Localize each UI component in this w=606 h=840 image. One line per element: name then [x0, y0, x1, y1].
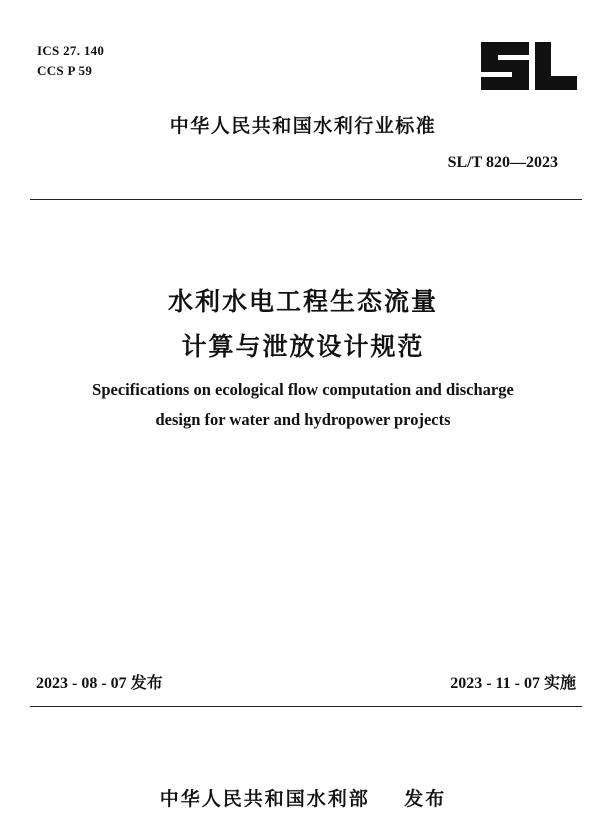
issuing-authority: 中华人民共和国水利部 发布 [159, 788, 447, 810]
sl-logo-l [535, 42, 577, 90]
title-en-line2: design for water and hydropower projects [155, 410, 451, 429]
implementation-date: 2023 - 11 - 07 实施 [450, 675, 576, 692]
ccs-code: CCS P 59 [37, 63, 93, 78]
standard-number: SL/T 820—2023 [447, 154, 558, 171]
classification-codes [37, 41, 104, 81]
title-cn-line2: 计算与泄放设计规范 [181, 332, 425, 361]
standard-category: 中华人民共和国水利行业标准 [169, 115, 437, 137]
title-en-line1: Specifications on ecological flow computation and discharge [92, 380, 514, 399]
top-divider [30, 199, 582, 200]
title-cn-line1: 水利水电工程生态流量 [167, 287, 438, 316]
sl-logo [481, 42, 577, 90]
sl-logo-s [481, 42, 529, 90]
issue-date: 2023 - 08 - 07 发布 [36, 675, 163, 692]
ics-code: ICS 27. 140 [37, 43, 105, 58]
bottom-divider [30, 706, 582, 707]
